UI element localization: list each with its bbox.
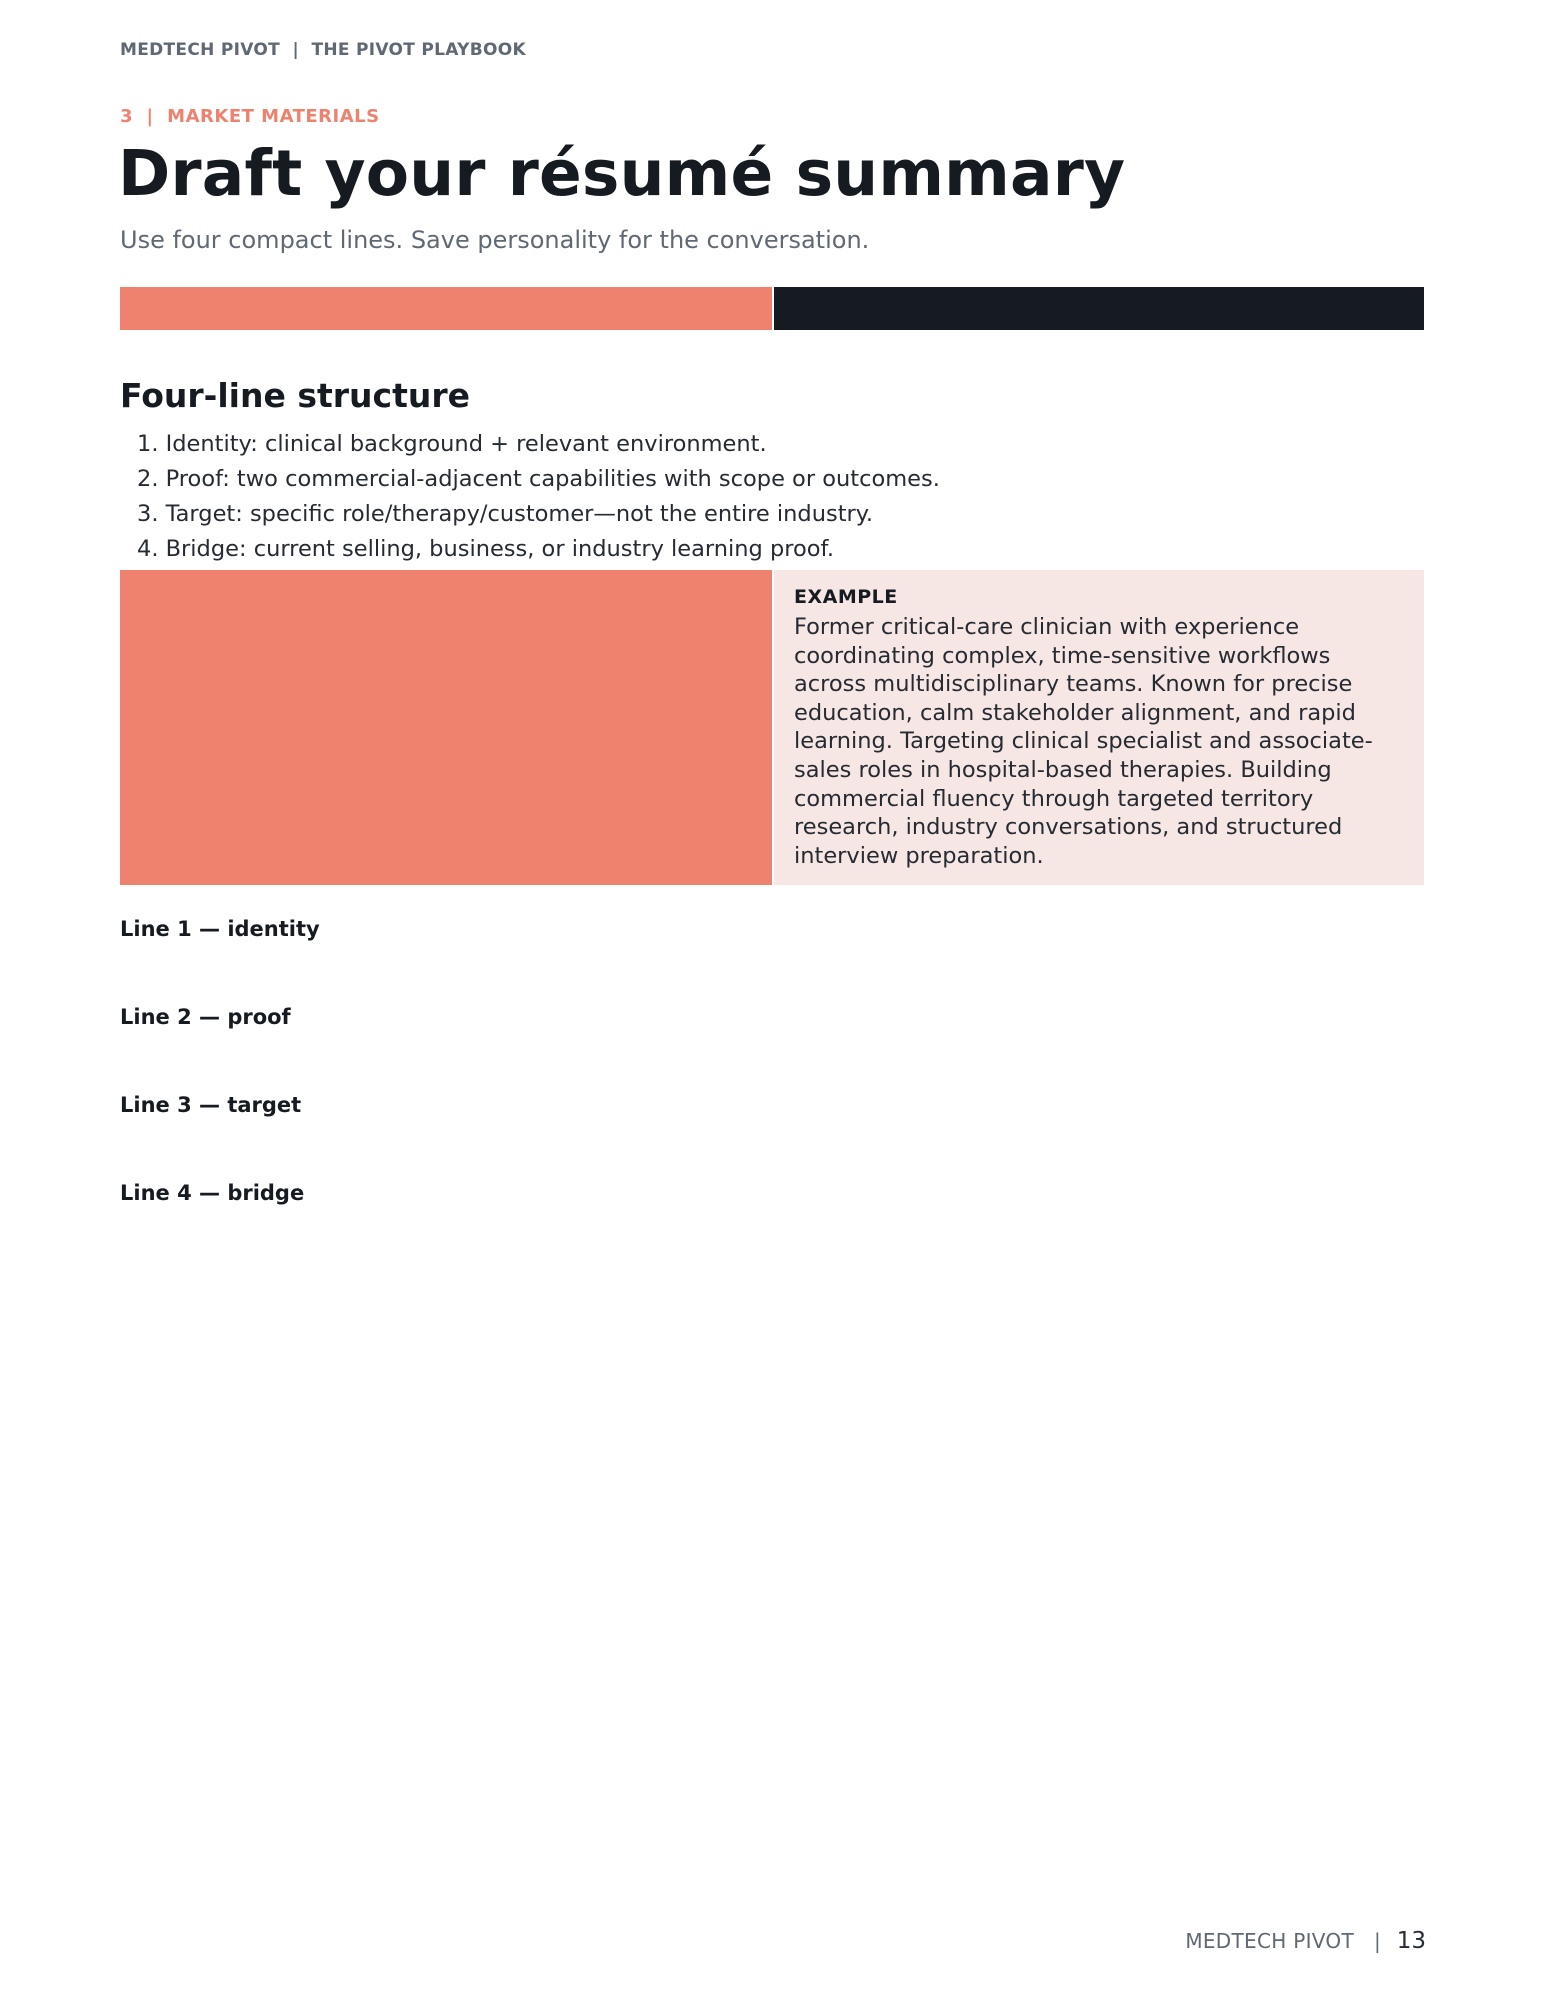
page-title: Draft your résumé summary [118,137,1126,210]
line-1-prompt: Line 1 — identity [120,917,320,941]
page-number: 13 [1396,1928,1426,1954]
example-text: Former critical-care clinician with experience coordinating complex, time-sensitive workflows across multidisciplinary teams. Known for precise education, calm stakeholder alignment, and rapid learning. Targeting clinical specialist and associate-sales roles in hospital-based therapies. Building commercial fluency through targeted territory research, industry conversations, and structured interview preparation. [794,614,1373,869]
page-footer [1185,1928,1426,1954]
structure-item-target: 3. Target: specific role/therapy/customer—not the entire industry. [137,501,874,527]
example-card [774,570,1424,885]
example-label: EXAMPLE [794,586,898,608]
color-divider-bar [120,287,1424,330]
running-header: MEDTECH PIVOT | THE PIVOT PLAYBOOK [120,40,526,60]
example-image-placeholder [120,570,772,885]
line-3-prompt: Line 3 — target [120,1093,302,1117]
structure-heading: Four-line structure [120,376,470,415]
line-4-prompt: Line 4 — bridge [120,1181,305,1205]
section-label: 3 | MARKET MATERIALS [120,106,380,127]
structure-item-proof: 2. Proof: two commercial-adjacent capabilities with scope or outcomes. [137,466,940,492]
structure-item-bridge: 4. Bridge: current selling, business, or industry learning proof. [137,536,834,562]
example-row [120,570,1424,885]
structure-item-identity: 1. Identity: clinical background + relevant environment. [137,431,767,457]
divider-accent-segment [120,287,772,330]
structure-list [137,427,940,567]
divider-dark-segment [774,287,1424,330]
page-subtitle: Use four compact lines. Save personality for the conversation. [120,226,870,254]
footer-separator: | [1373,1929,1381,1953]
line-2-prompt: Line 2 — proof [120,1005,291,1029]
footer-brand: MEDTECH PIVOT [1185,1929,1354,1953]
